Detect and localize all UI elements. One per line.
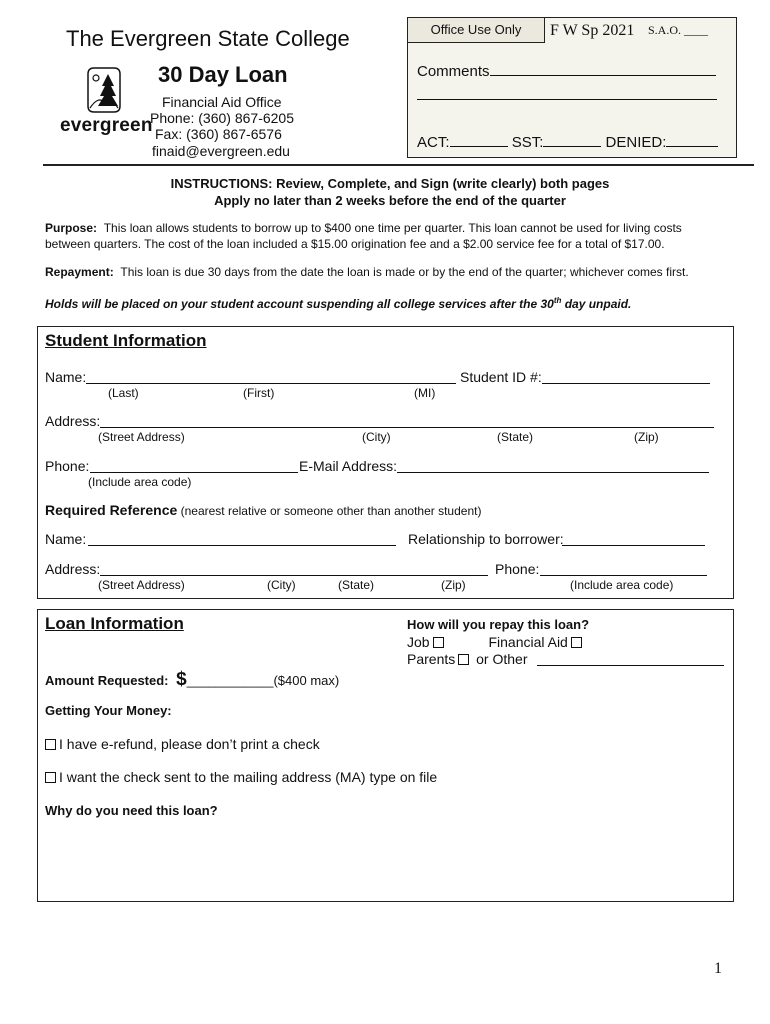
reference-phone-label: Phone:	[495, 561, 540, 577]
why-need-area[interactable]	[45, 822, 725, 892]
instructions-line-1: INSTRUCTIONS: Review, Complete, and Sign (write clearly) both pages	[170, 176, 610, 191]
repay-aid-checkbox[interactable]	[571, 637, 582, 648]
amount-row	[45, 669, 339, 691]
getting-money-label: Getting Your Money:	[45, 703, 172, 718]
relationship-field[interactable]	[562, 545, 705, 546]
act-label: ACT:	[417, 134, 450, 151]
phone-area-hint: (Include area code)	[88, 475, 192, 489]
holds-warning	[45, 296, 631, 311]
student-id-field[interactable]	[542, 383, 710, 384]
reference-phone-field[interactable]	[540, 575, 707, 576]
student-phone-field[interactable]	[90, 472, 298, 473]
office-use-comments	[417, 61, 716, 80]
erefund-checkbox[interactable]	[45, 739, 56, 750]
why-need-label: Why do you need this loan?	[45, 803, 218, 818]
reference-name-label: Name:	[45, 531, 87, 547]
amount-label: Amount Requested:	[45, 673, 169, 688]
office-use-status-row	[417, 132, 718, 151]
ref-street-hint: (Street Address)	[98, 578, 185, 592]
ref-city-hint: (City)	[267, 578, 296, 592]
name-first-hint: (First)	[243, 386, 275, 400]
reference-name-field[interactable]	[88, 545, 396, 546]
repay-job-label: Job	[407, 634, 430, 650]
office-use-sao: S.A.O. ____	[648, 23, 709, 37]
student-email-field[interactable]	[397, 472, 709, 473]
sst-field[interactable]	[543, 132, 601, 147]
repay-other-field[interactable]	[537, 665, 724, 666]
option-mail-check	[45, 769, 437, 785]
office-email: finaid@evergreen.edu	[152, 143, 290, 159]
dollar-sign: $	[176, 669, 187, 690]
option-erefund	[45, 736, 320, 752]
student-address-label: Address:	[45, 413, 101, 429]
repayment-text: This loan is due 30 days from the date the loan is made or by the end of the quarter; whichever comes first.	[120, 265, 689, 279]
repay-job-checkbox[interactable]	[433, 637, 444, 648]
amount-field[interactable]: ____________	[186, 673, 274, 688]
address-street-hint: (Street Address)	[98, 430, 185, 444]
form-title: 30 Day Loan	[158, 62, 288, 87]
purpose-label: Purpose:	[45, 221, 98, 235]
ref-area-hint: (Include area code)	[570, 578, 674, 592]
address-state-hint: (State)	[497, 430, 534, 444]
instructions-line-2: Apply no later than 2 weeks before the end of the quarter	[214, 193, 566, 208]
reference-address-field[interactable]	[100, 575, 488, 576]
reference-heading	[45, 502, 481, 518]
holds-sup: th	[553, 296, 562, 305]
denied-label: DENIED:	[605, 134, 667, 151]
repayment-label: Repayment:	[45, 265, 114, 279]
name-last-hint: (Last)	[108, 386, 139, 400]
mail-check-label: I want the check sent to the mailing address (MA) type on file	[59, 769, 438, 785]
office-phone: Phone: (360) 867-6205	[150, 110, 294, 126]
evergreen-logo-icon	[84, 66, 124, 114]
office-use-terms: F W Sp 2021	[550, 22, 635, 39]
logo-wordmark: evergreen	[60, 115, 153, 136]
erefund-label: I have e-refund, please don’t print a check	[59, 736, 320, 752]
repay-options-row-1	[407, 634, 585, 650]
comments-line-2[interactable]	[417, 99, 717, 100]
denied-field[interactable]	[666, 132, 718, 147]
repay-parents-checkbox[interactable]	[458, 654, 469, 665]
repay-aid-label: Financial Aid	[488, 634, 568, 650]
student-id-label: Student ID #:	[460, 369, 542, 385]
loan-info-title: Loan Information	[45, 614, 184, 633]
repay-question: How will you repay this loan?	[407, 617, 590, 632]
student-email-label: E-Mail Address:	[299, 458, 398, 474]
repay-options-row-2	[407, 651, 528, 667]
student-address-field[interactable]	[100, 427, 714, 428]
holds-text-b: day unpaid.	[561, 297, 632, 311]
address-city-hint: (City)	[362, 430, 391, 444]
purpose-paragraph	[45, 221, 735, 251]
comments-line-1[interactable]	[490, 61, 716, 76]
reference-label: Required Reference	[45, 502, 178, 518]
header-divider	[43, 164, 754, 166]
student-name-field[interactable]	[86, 383, 456, 384]
office-fax: Fax: (360) 867-6576	[155, 126, 282, 142]
ref-state-hint: (State)	[338, 578, 375, 592]
purpose-text-2: between quarters. The cost of the loan included a $15.00 origination fee and a $2.00 service fee for a total of $17.00.	[45, 237, 665, 251]
office-use-label: Office Use Only	[407, 17, 545, 43]
repay-parents-label: Parents	[407, 651, 456, 667]
act-field[interactable]	[450, 132, 508, 147]
repay-or-label: or	[476, 651, 489, 667]
address-zip-hint: (Zip)	[634, 430, 659, 444]
amount-max: ($400 max)	[273, 673, 340, 688]
reference-address-label: Address:	[45, 561, 101, 577]
purpose-text-1: This loan allows students to borrow up to $400 one time per quarter. This loan cannot be used for living costs	[103, 221, 682, 235]
college-name: The Evergreen State College	[66, 26, 350, 51]
student-name-label: Name:	[45, 369, 87, 385]
student-info-title: Student Information	[45, 331, 207, 350]
office-name: Financial Aid Office	[162, 94, 282, 110]
student-phone-label: Phone:	[45, 458, 90, 474]
comments-label: Comments	[417, 63, 490, 80]
repay-other-label: Other	[492, 651, 528, 667]
page-number: 1	[714, 960, 722, 977]
repayment-paragraph	[45, 265, 735, 279]
sst-label: SST:	[511, 134, 544, 151]
ref-zip-hint: (Zip)	[441, 578, 466, 592]
holds-text-a: Holds will be placed on your student account suspending all college services after the 30	[45, 297, 554, 311]
relationship-label: Relationship to borrower:	[408, 531, 564, 547]
mail-check-checkbox[interactable]	[45, 772, 56, 783]
name-mi-hint: (MI)	[414, 386, 436, 400]
reference-note: (nearest relative or someone other than another student)	[177, 504, 482, 518]
